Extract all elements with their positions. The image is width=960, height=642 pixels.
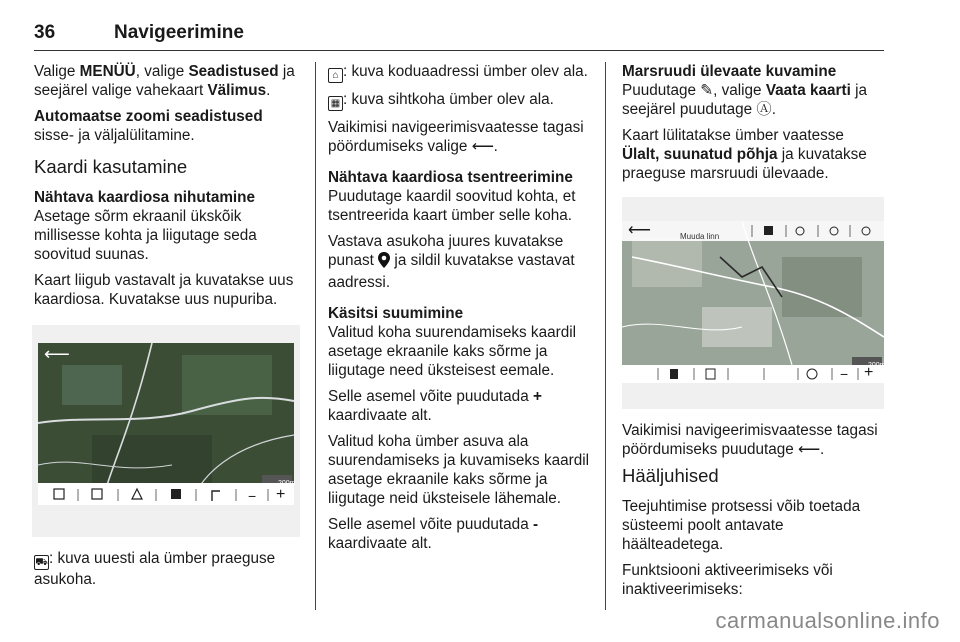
column-divider [605, 62, 606, 610]
paragraph: Vaikimisi navigeerimisvaatesse tagasi pöördumiseks valige ⟵. [328, 119, 584, 155]
paragraph: Asetage sõrm ekraanil ükskõik millisesse kohta ja liigutage seda soovitud suunas. [34, 208, 257, 263]
paragraph: ⌂ : kuva koduaadressi ümber olev ala. [328, 62, 590, 83]
paragraph: Funktsiooni aktiveerimiseks või inaktiveerimiseks: [622, 562, 833, 598]
column-3 [622, 62, 884, 606]
zoom-in-button[interactable]: + [864, 364, 874, 381]
back-arrow-icon: ⟵ [471, 138, 494, 155]
map-scale: 200m [868, 362, 886, 369]
section-heading: Hääljuhised [622, 465, 719, 486]
subheading: Nähtava kaardiosa nihutamine [34, 189, 256, 206]
paragraph: Kaart liigub vastavalt ja kuvatakse uus kaardiosa. Kuvatakse uus nupuriba. [34, 272, 294, 308]
watermark: carmanualsonline.info [715, 608, 940, 633]
paragraph: Puudutage ✎, valige Vaata kaarti ja seejärel puudutage Ⓐ. [622, 82, 868, 118]
back-arrow-icon[interactable]: ⟵ [628, 222, 651, 239]
page-number: 36 [34, 22, 56, 43]
route-label: Muuda linn [680, 232, 720, 241]
page-title: Navigeerimine [114, 22, 244, 43]
column-1 [34, 62, 302, 596]
destination-flag-icon: ▦ [328, 96, 343, 111]
map-pin-icon [378, 252, 390, 273]
section-heading: Kaardi kasutamine [34, 156, 188, 177]
paragraph: Valitud koha ümber asuva ala suurendamiseks ja kuvamiseks kaardil asetage ekraanile kaks sõrme ja liigutage neid üksteisele lähemale. [328, 433, 590, 507]
zoom-in-button[interactable]: + [276, 486, 286, 503]
paragraph: Selle asemel võite puudutada - kaardivaate alt. [328, 516, 539, 552]
paragraph: ⛟: kuva uuesti ala ümber praeguse asukoha. [34, 550, 276, 588]
back-arrow-icon[interactable]: ⟵ [44, 344, 70, 364]
back-arrow-icon: ⟵ [798, 441, 820, 458]
zoom-out-button[interactable]: − [840, 366, 849, 382]
paragraph: Selle asemel võite puudutada + kaardivaate alt. [328, 388, 542, 424]
map-scale: 200m [278, 480, 296, 487]
paragraph: Valitud koha suurendamiseks kaardil asetage ekraanile kaks sõrme ja liigutage need üksteisest eemale. [328, 324, 576, 379]
paragraph: Vaikimisi navigeerimisvaatesse tagasi pöördumiseks puudutage ⟵. [622, 422, 878, 458]
edit-icon: ✎ [700, 82, 714, 99]
paragraph: sisse- ja väljalülitamine. [34, 127, 195, 144]
map-figure-2 [622, 197, 884, 409]
paragraph: Valige MENÜÜ, valige Seadistused ja seejärel valige vahekaart Välimus. [34, 63, 295, 99]
zoom-out-button[interactable]: − [248, 488, 257, 504]
paragraph: ▦ : kuva sihtkoha ümber olev ala. [328, 90, 590, 111]
subheading: Käsitsi suumimine [328, 305, 464, 322]
subheading: Nähtava kaardiosa tsentreerimine [328, 169, 573, 186]
subheading: Automaatse zoomi seadistused [34, 108, 263, 125]
home-icon: ⌂ [328, 68, 343, 83]
column-2 [328, 62, 590, 560]
subheading: Marsruudi ülevaate kuvamine [622, 63, 837, 80]
map-figure-1 [32, 325, 300, 537]
north-up-icon: Ⓐ [756, 101, 772, 118]
paragraph: Kaart lülitatakse ümber vaatesse Ülalt, suunatud põhja ja kuvatakse praeguse marsruudi ülevaade. [622, 127, 867, 182]
paragraph: Puudutage kaardil soovitud kohta, et tsentreerida kaart ümber selle koha. [328, 188, 576, 224]
car-icon: ⛟ [35, 557, 48, 568]
paragraph: Teejuhtimise protsessi võib toetada süsteemi poolt antavate häälteadetega. [622, 498, 861, 553]
page-header [34, 22, 884, 51]
paragraph: Vastava asukoha juures kuvatakse punast ja sildil kuvatakse vastavat aadressi. [328, 233, 575, 291]
column-divider [315, 62, 316, 610]
